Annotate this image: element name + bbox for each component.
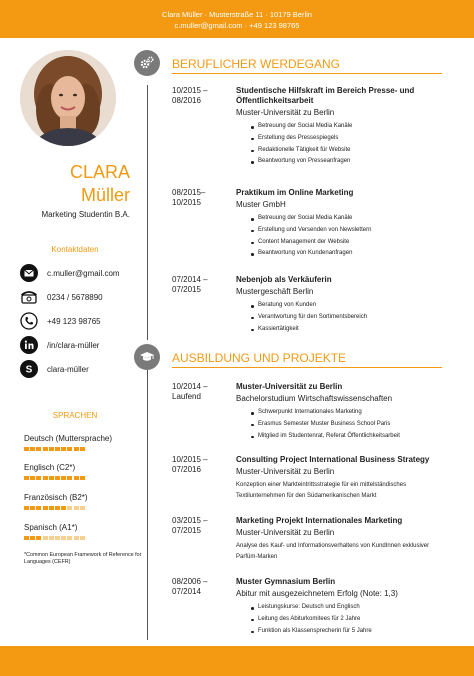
- entry-description: Analyse des Kauf- und Informationsverhaltens von KundInnen exklusiver Parfüm-Marken: [236, 543, 430, 560]
- level-dot: [24, 536, 29, 540]
- entry-org: Muster GmbH: [236, 200, 286, 209]
- level-dot: [49, 536, 54, 540]
- career-heading: BERUFLICHER WERDEGANG: [172, 57, 341, 71]
- education-heading: AUSBILDUNG UND PROJEKTE: [172, 351, 347, 365]
- profile-photo: [20, 50, 116, 146]
- level-dot: [55, 536, 60, 540]
- level-dot: [61, 506, 66, 510]
- level-dot: [49, 476, 54, 480]
- language-name: Englisch (C2*): [24, 463, 76, 472]
- entry-bullets: [236, 407, 446, 442]
- bullet-item: Mitglied im Studentenrat, Referat Öffentlichkeitsarbeit: [236, 431, 446, 443]
- entry-date: 03/2015 – 07/2015: [172, 516, 208, 535]
- cefr-note: *Common European Framework of Reference for Languages (CEFR): [24, 552, 142, 565]
- last-name: Müller: [80, 185, 130, 205]
- entry-org: Abitur mit ausgezeichnetem Erfolg (Note: 1,3): [236, 589, 398, 598]
- level-dot: [43, 536, 48, 540]
- language-item: [24, 523, 144, 540]
- level-dot: [36, 536, 41, 540]
- job-subtitle: Marketing Studentin B.A.: [41, 210, 130, 219]
- level-dot: [74, 536, 79, 540]
- entry-title: Muster Gymnasium Berlin: [236, 577, 336, 586]
- bullet-item: Erasmus Semester Muster Business School Paris: [236, 419, 446, 431]
- level-dot: [67, 447, 72, 451]
- level-dot: [24, 506, 29, 510]
- level-dot: [80, 476, 85, 480]
- entry-date: 10/2015 – 08/2016: [172, 86, 208, 105]
- entry-bullets: [236, 602, 446, 637]
- language-name: Spanisch (A1*): [24, 523, 78, 532]
- bullet-item: Redaktionelle Tätigkeit für Website: [236, 145, 446, 157]
- level-dot: [36, 506, 41, 510]
- level-dot: [67, 476, 72, 480]
- entry-date: 10/2014 – Laufend: [172, 382, 208, 401]
- language-name: Französisch (B2*): [24, 493, 88, 502]
- entry-bullets: [236, 300, 446, 335]
- entry-date: 07/2014 – 07/2015: [172, 275, 208, 294]
- language-level: [24, 476, 144, 480]
- language-level: [24, 447, 144, 451]
- contact-item-mobile[interactable]: [20, 312, 101, 330]
- entry-title: Consulting Project International Business Strategy: [236, 455, 430, 464]
- education-underline: [172, 367, 442, 368]
- level-dot: [74, 506, 79, 510]
- bullet-item: Erstellung des Pressespiegels: [236, 133, 446, 145]
- entry-description: Konzeption einer Markteintrittsstrategie für ein mittelständisches Textilunternehmen für den Südamerikanischen Markt: [236, 482, 407, 499]
- level-dot: [74, 447, 79, 451]
- bullet-item: Verantwortung für den Sortimentsbereich: [236, 312, 446, 324]
- bullet-item: Beratung von Kunden: [236, 300, 446, 312]
- svg-text:S: S: [25, 364, 33, 376]
- language-item: [24, 493, 144, 510]
- bullet-item: Schwerpunkt Internationales Marketing: [236, 407, 446, 419]
- bullet-item: Betreuung der Social Media Kanäle: [236, 121, 446, 133]
- level-dot: [74, 476, 79, 480]
- level-dot: [67, 506, 72, 510]
- level-dot: [55, 476, 60, 480]
- level-dot: [80, 447, 85, 451]
- entry-title: Studentische Hilfskraft im Bereich Presse- und Öffentlichkeitsarbeit: [236, 86, 415, 105]
- entry-bullets: [236, 121, 446, 168]
- first-name: CLARA: [69, 162, 130, 182]
- entry-org: Muster-Universität zu Berlin: [236, 467, 335, 476]
- contact-item-linkedin[interactable]: [20, 336, 99, 354]
- entry-title: Praktikum im Online Marketing: [236, 188, 354, 197]
- footer-band: [0, 646, 474, 676]
- contact-text: 0234 / 5678890: [47, 292, 103, 302]
- level-dot: [24, 447, 29, 451]
- level-dot: [30, 506, 35, 510]
- entry-bullets: [236, 213, 446, 260]
- skype-icon: [20, 360, 38, 378]
- level-dot: [43, 476, 48, 480]
- entry-org: Muster-Universität zu Berlin: [236, 528, 335, 537]
- language-name: Deutsch (Muttersprache): [24, 434, 113, 443]
- level-dot: [43, 506, 48, 510]
- timeline-line: [147, 370, 148, 640]
- bullet-item: Leitung des Abiturkomitees für 2 Jahre: [236, 614, 446, 626]
- header-band: [0, 0, 474, 38]
- bullet-item: Erstellung und Versenden von Newslettern: [236, 225, 446, 237]
- bullet-item: Kassiertätigkeit: [236, 324, 446, 336]
- entry-org: Mustergeschäft Berlin: [236, 287, 314, 296]
- level-dot: [67, 536, 72, 540]
- level-dot: [80, 536, 85, 540]
- level-dot: [80, 506, 85, 510]
- bullet-item: Beantwortung von Presseanfragen: [236, 156, 446, 168]
- level-dot: [24, 476, 29, 480]
- language-level: [24, 536, 144, 540]
- contact-text: clara-müller: [47, 364, 89, 374]
- entry-title: Muster-Universität zu Berlin: [236, 382, 343, 391]
- level-dot: [49, 447, 54, 451]
- contact-item-skype[interactable]: [20, 360, 89, 378]
- level-dot: [61, 447, 66, 451]
- entry-title: Nebenjob als Verkäuferin: [236, 275, 332, 284]
- level-dot: [43, 447, 48, 451]
- contact-item-phone[interactable]: [20, 288, 103, 306]
- career-underline: [172, 73, 442, 74]
- bullet-item: Leistungskurse: Deutsch und Englisch: [236, 602, 446, 614]
- entry-date: 08/2006 – 07/2014: [172, 577, 208, 596]
- graduation-cap-icon: [134, 344, 160, 370]
- entry-title: Marketing Projekt Internationales Marketing: [236, 516, 403, 525]
- entry-org: Muster-Universität zu Berlin: [236, 108, 335, 117]
- level-dot: [30, 476, 35, 480]
- contact-text: c.muller@gmail.com: [47, 268, 120, 278]
- mail-icon: [20, 264, 38, 282]
- linkedin-icon: [20, 336, 38, 354]
- header-contact: c.muller@gmail.com · +49 123 98765: [174, 21, 300, 30]
- level-dot: [36, 476, 41, 480]
- header-address: Clara Müller · Musterstraße 11 · 10179 Berlin: [162, 10, 312, 19]
- gears-icon: [134, 50, 160, 76]
- level-dot: [55, 506, 60, 510]
- bullet-item: Beantwortung von Kundenanfragen: [236, 248, 446, 260]
- contact-text: /in/clara-müller: [47, 340, 100, 350]
- mobile-icon: [20, 312, 38, 330]
- level-dot: [36, 447, 41, 451]
- bullet-item: Funktion als Klassensprecherin für 5 Jahre: [236, 626, 446, 638]
- entry-date: 10/2015 – 07/2016: [172, 455, 208, 474]
- language-item: [24, 434, 144, 451]
- bullet-item: Betreuung der Social Media Kanäle: [236, 213, 446, 225]
- level-dot: [55, 447, 60, 451]
- language-item: [24, 463, 144, 480]
- level-dot: [61, 536, 66, 540]
- bullet-item: Content Management der Website: [236, 237, 446, 249]
- entry-date: 08/2015– 10/2015: [172, 188, 206, 207]
- level-dot: [61, 476, 66, 480]
- language-level: [24, 506, 144, 510]
- level-dot: [30, 447, 35, 451]
- entry-org: Bachelorstudium Wirtschaftswissenschaften: [236, 394, 393, 403]
- contact-item-email[interactable]: [20, 264, 120, 282]
- timeline-line: [147, 85, 148, 340]
- languages-heading: SPRACHEN: [52, 411, 98, 420]
- contact-text: +49 123 98765: [47, 316, 101, 326]
- level-dot: [49, 506, 54, 510]
- level-dot: [30, 536, 35, 540]
- phone-icon: [20, 288, 38, 306]
- contact-heading: Kontaktdaten: [51, 245, 99, 254]
